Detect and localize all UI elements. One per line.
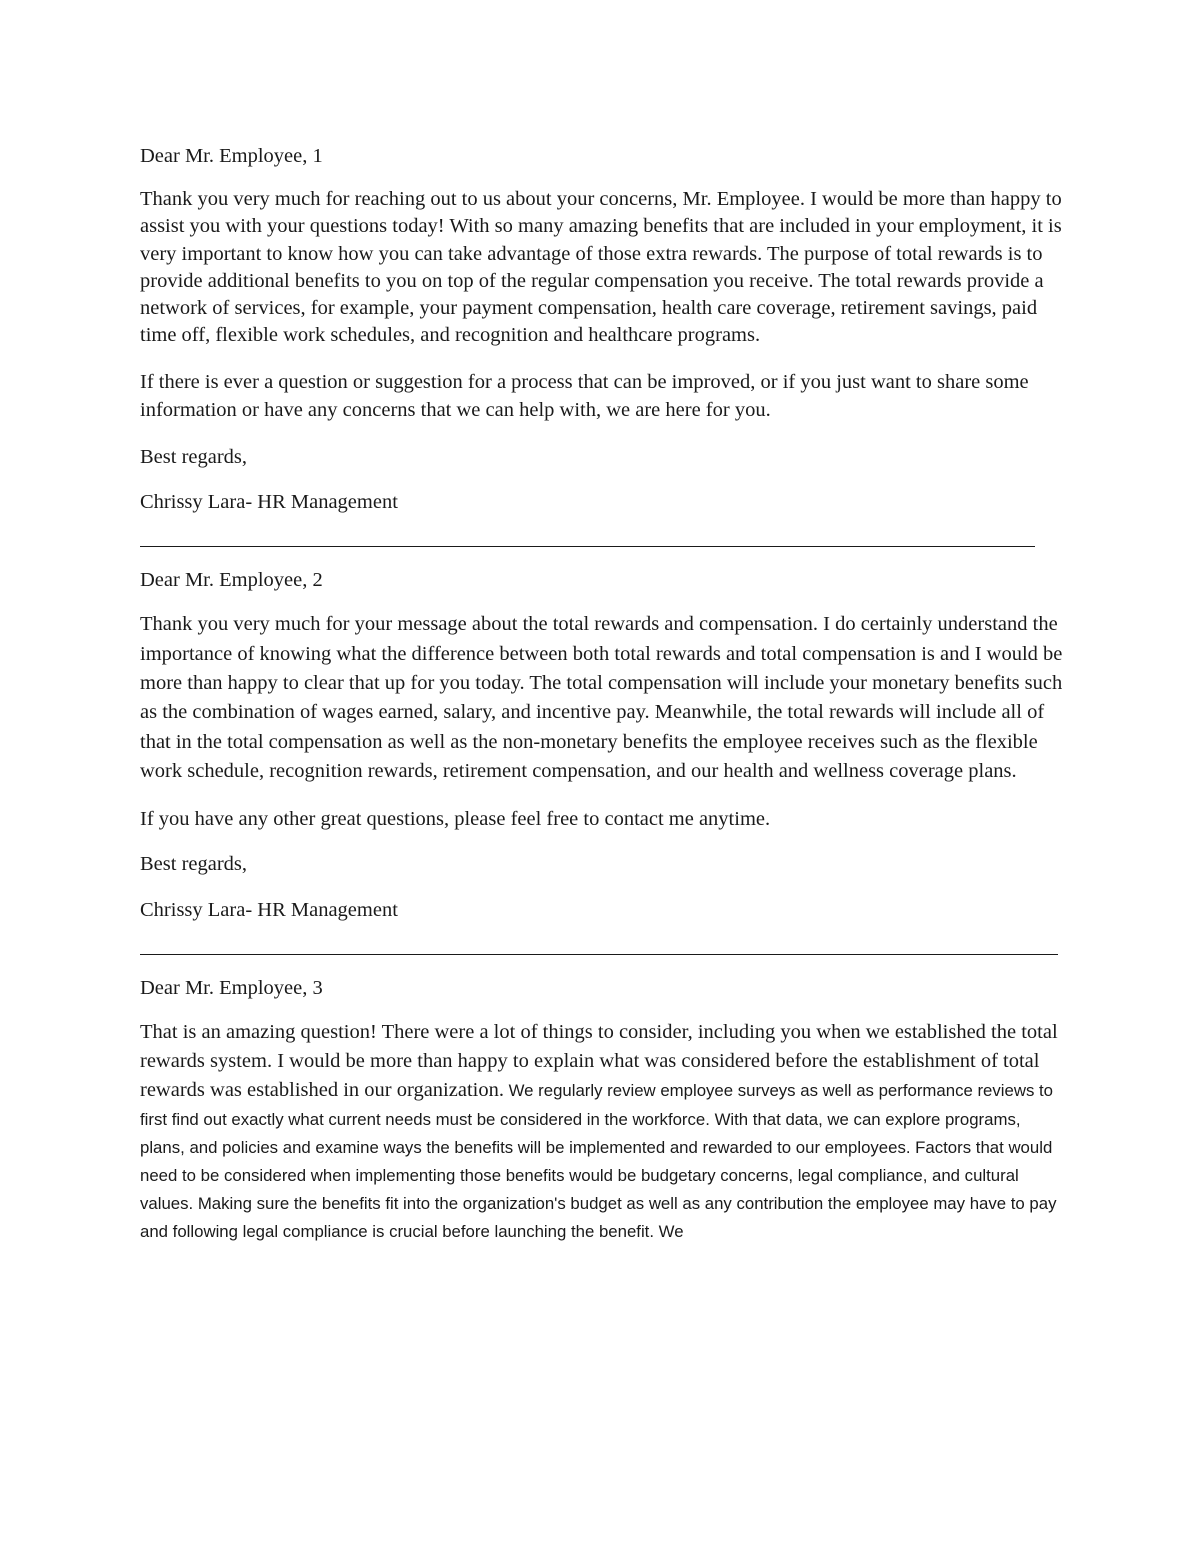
divider-line-2 [140,954,1058,955]
letter-2-paragraph-1: Thank you very much for your message about the total rewards and compensation. I do certainly understand the importance of knowing what the difference between both total rewards and total compensation is and I would be more than happy to clear that up for you today. The total compensation will include your monetary benefits such as the combination of wages earned, salary, and incentive pay. Meanwhile, the total rewards will include all of that in the total compensation as well as the non-monetary benefits the employee receives such as the flexible work schedule, recognition rewards, retirement compensation, and our health and wellness coverage plans. [140,613,1063,782]
letter-1-closing: Best regards, [140,445,248,468]
letter-1-paragraph-1: Thank you very much for reaching out to us about your concerns, Mr. Employee. I would be more than happy to assist you with your questions today! With so many amazing benefits that are included in your employment, it is very important to know how you can take advantage of those extra rewards. The purpose of total rewards is to provide additional benefits to you on top of the regular compensation you receive. The total rewards provide a network of services, for example, your payment compensation, health care coverage, retirement savings, paid time off, flexible work schedules, and recognition and healthcare programs. [140,188,1062,347]
letter-3-greeting: Dear Mr. Employee, 3 [140,976,323,999]
letter-3-paragraph-1 [140,1018,1065,1247]
divider-line-1 [140,546,1035,547]
letter-1-paragraph-2: If there is ever a question or suggestion for a process that can be improved, or if you just want to share some information or have any concerns that we can help with, we are here for you. [140,371,1029,421]
letter-2-paragraph-2: If you have any other great questions, please feel free to contact me anytime. [140,808,771,831]
letter-1 [140,143,1065,516]
letter-3-body-serif: That is an amazing question! There were a lot of things to consider, including you when we established the total rewards system. I would be more than happy to explain what was considered before the establishment of total rewards was established in our organization. [140,1021,1058,1102]
letter-2-greeting: Dear Mr. Employee, 2 [140,569,323,592]
letter-3-body-sans: We regularly review employee surveys as well as performance reviews to first find out exactly what current needs must be considered in the workforce. With that data, we can explore programs, plans, and policies and examine ways the benefits will be implemented and rewarded to our employees. Factors that would need to be considered when implementing those benefits would be budgetary concerns, legal compliance, and cultural values. Making sure the benefits fit into the organization's budget as well as any contribution the employee may have to pay and following legal compliance is crucial before launching the benefit. We [140,1081,1057,1242]
letter-2-signature: Chrissy Lara- HR Management [140,898,398,921]
letter-1-signature: Chrissy Lara- HR Management [140,491,398,514]
letter-2 [140,567,1065,924]
letter-1-greeting: Dear Mr. Employee, 1 [140,145,323,167]
letter-2-closing: Best regards, [140,853,248,876]
document-content [140,143,1065,1247]
letter-3 [140,975,1065,1247]
